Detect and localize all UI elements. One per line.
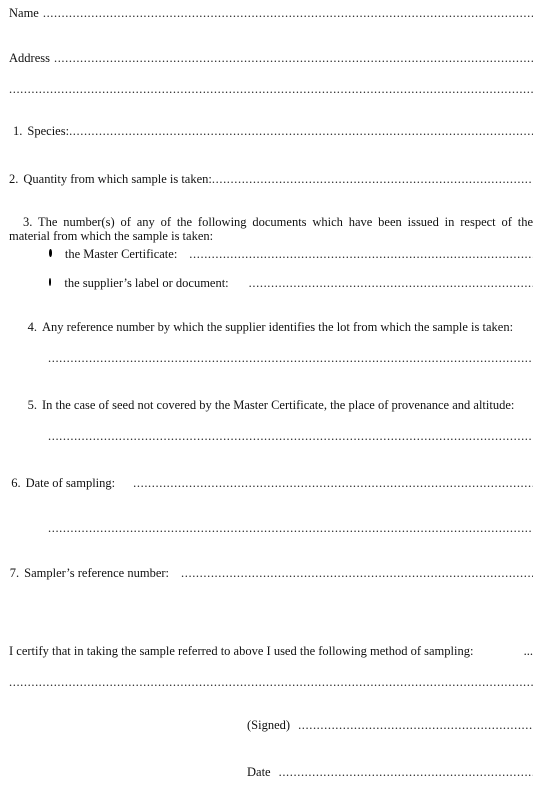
item-label: Species: <box>27 124 70 138</box>
master-certificate-field[interactable] <box>189 247 533 262</box>
item-number: 2. <box>9 172 19 186</box>
item-label: Quantity from which sample is taken: <box>23 172 212 186</box>
item-label: Any reference number by which the supplier identifies the lot from which the sample is taken: <box>42 320 514 334</box>
address-field-2[interactable] <box>9 82 533 97</box>
item-date-of-sampling <box>9 476 533 491</box>
sampler-reference-field[interactable] <box>181 566 533 581</box>
bullet-icon <box>49 249 52 257</box>
address-label: Address <box>9 51 50 65</box>
item-number: 3. <box>23 215 33 229</box>
item-label: In the case of seed not covered by the Master Certificate, the place of provenance and altitude: <box>42 398 515 412</box>
item-number: 5. <box>27 398 37 412</box>
item-number: 6. <box>11 476 21 490</box>
date-line <box>247 765 533 780</box>
bullet-icon <box>49 278 51 286</box>
address-line-2 <box>9 82 533 97</box>
species-field[interactable] <box>69 124 533 139</box>
certify-trailing: ... <box>523 644 533 658</box>
signature-line <box>247 718 533 733</box>
item-reference-number <box>9 320 533 335</box>
item-label: The number(s) of any of the following documents which have been issued in respect of the material from which the sample is taken: <box>9 215 533 243</box>
certify-line <box>9 644 533 659</box>
signed-label: (Signed) <box>247 718 291 732</box>
signature-field[interactable] <box>298 718 533 733</box>
date-field[interactable] <box>279 765 533 780</box>
item-sampler-reference <box>9 566 533 581</box>
item-documents-text <box>9 215 533 243</box>
document-master-certificate <box>9 247 533 262</box>
item-provenance <box>9 398 533 413</box>
address-field[interactable] <box>54 51 533 66</box>
certify-method-line <box>9 675 533 690</box>
quantity-field[interactable] <box>212 172 533 187</box>
provenance-field[interactable] <box>48 429 533 444</box>
name-line <box>9 6 533 21</box>
document-label: the supplier’s label or document: <box>64 276 229 290</box>
item-quantity <box>9 172 533 187</box>
certify-text: I certify that in taking the sample referred to above I used the following method of sampling: <box>9 644 474 658</box>
document-label: the Master Certificate: <box>64 247 178 261</box>
date-label: Date <box>247 765 271 779</box>
provenance-line <box>48 429 533 444</box>
item-number: 1. <box>13 124 23 138</box>
supplier-label-field[interactable] <box>249 276 533 291</box>
address-line <box>9 51 533 66</box>
item-documents <box>9 215 533 243</box>
item-label: Date of sampling: <box>25 476 116 490</box>
date-of-sampling-field[interactable] <box>133 476 533 491</box>
date-of-sampling-field-2[interactable] <box>48 521 533 536</box>
item-species <box>9 124 533 139</box>
date-of-sampling-line-2 <box>48 521 533 536</box>
document-supplier-label <box>9 276 533 291</box>
item-label: Sampler’s reference number: <box>24 566 170 580</box>
name-label: Name <box>9 6 39 20</box>
item-number: 4. <box>27 320 37 334</box>
reference-number-field[interactable] <box>48 351 533 366</box>
item-number: 7. <box>9 566 20 580</box>
name-field[interactable] <box>43 6 533 21</box>
reference-number-line <box>48 351 533 366</box>
sampling-method-field[interactable] <box>9 675 533 690</box>
